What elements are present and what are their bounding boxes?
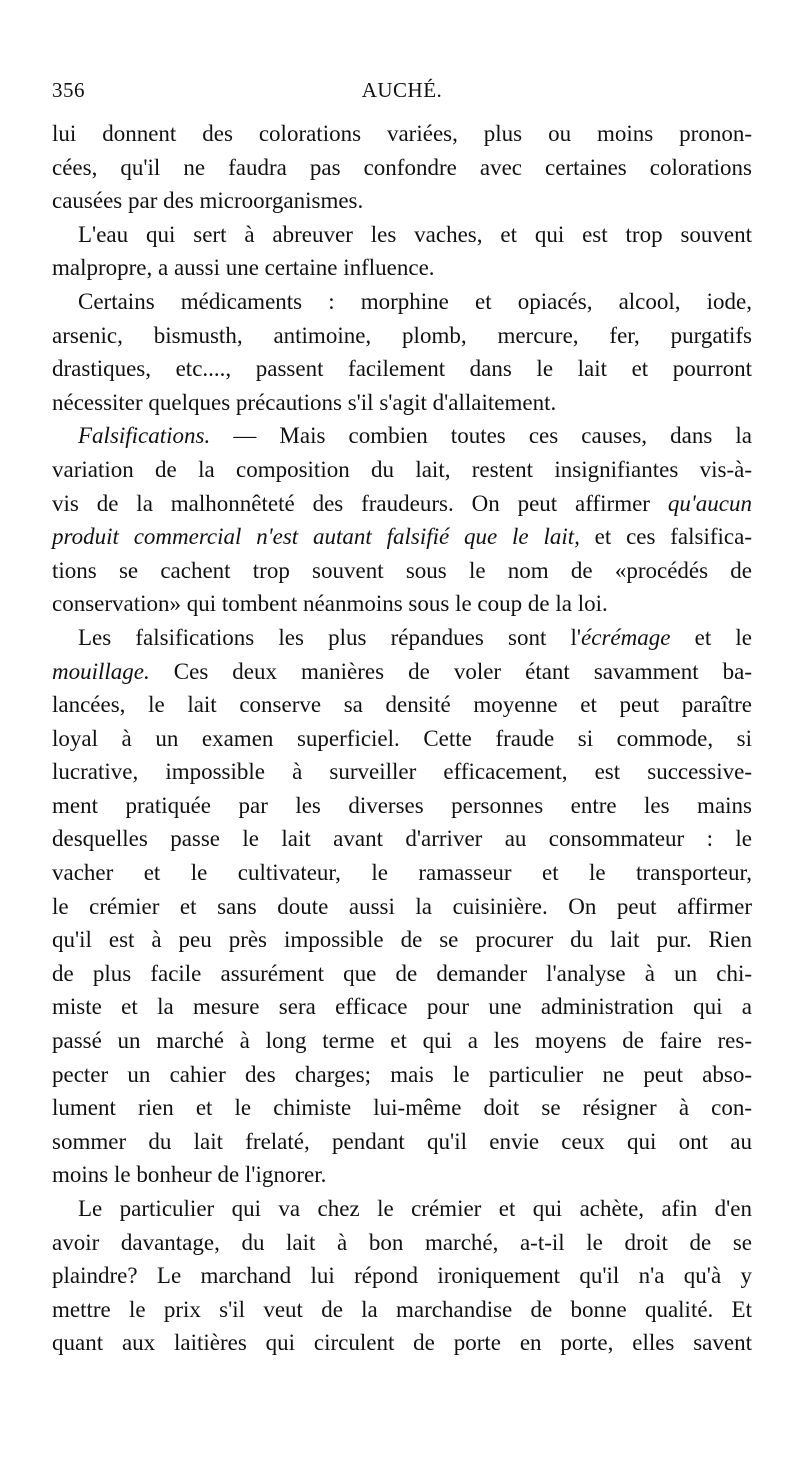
text-run: Ces deux manières de voler étant savamment ba- xyxy=(149,658,752,684)
text-run: — Mais combien toutes ces causes, dans la xyxy=(210,423,752,449)
text-run: lancées, le lait conserve sa densité moyenne et peut paraître xyxy=(52,692,752,718)
text-run: arsenic, bismusth, antimoine, plomb, mercure, fer, purgatifs xyxy=(52,322,752,348)
text-line xyxy=(52,1024,752,1058)
italic-text: mouillage. xyxy=(52,658,150,684)
text-run: variation de la composition du lait, restent insignifiantes vis-à- xyxy=(52,456,752,482)
body-text xyxy=(52,117,752,1360)
italic-text: produit commercial n'est autant falsifié que le lait, xyxy=(52,524,580,550)
text-run: tions se cachent trop souvent sous le nom de «procédés de xyxy=(52,557,752,583)
text-line xyxy=(52,184,752,218)
text-line xyxy=(52,789,752,823)
running-title: AUCHÉ. xyxy=(361,78,443,102)
page-header xyxy=(52,78,752,110)
text-line xyxy=(52,1226,752,1260)
page-number: 356 xyxy=(52,78,85,102)
text-line xyxy=(52,251,752,285)
text-run: Certains médicaments : morphine et opiacés, alcool, iode, xyxy=(78,288,752,314)
text-run: le crémier et sans doute aussi la cuisinière. On peut affirmer xyxy=(52,893,752,919)
text-run: cées, qu'il ne faudra pas confondre avec certaines colorations xyxy=(52,154,752,180)
text-line xyxy=(52,890,752,924)
text-line xyxy=(52,755,752,789)
text-run: drastiques, etc...., passent facilement dans le lait et pourront xyxy=(52,356,752,382)
text-line xyxy=(52,386,752,420)
text-line xyxy=(52,554,752,588)
text-run: miste et la mesure sera efficace pour une administration qui a xyxy=(52,994,752,1020)
text-line xyxy=(52,487,752,521)
text-run: quant aux laitières qui circulent de porte en porte, elles savent xyxy=(52,1330,752,1356)
text-run: Les falsifications les plus répandues sont l' xyxy=(78,624,582,650)
text-run: nécessiter quelques précautions s'il s'agit d'allaitement. xyxy=(52,389,557,415)
text-line xyxy=(52,587,752,621)
text-line xyxy=(52,957,752,991)
text-line xyxy=(52,1259,752,1293)
text-line xyxy=(52,856,752,890)
text-line xyxy=(52,117,752,151)
text-line xyxy=(52,453,752,487)
text-line xyxy=(52,621,752,655)
text-line xyxy=(52,1293,752,1327)
text-line xyxy=(52,419,752,453)
text-line xyxy=(52,722,752,756)
text-run: qu'il est à peu près impossible de se procurer du lait pur. Rien xyxy=(52,927,752,953)
text-line xyxy=(52,1091,752,1125)
text-run: moins le bonheur de l'ignorer. xyxy=(52,1162,327,1188)
text-line xyxy=(52,655,752,689)
text-line xyxy=(52,151,752,185)
text-line xyxy=(52,1192,752,1226)
text-run: vis de la malhonnêteté des fraudeurs. On peut affirmer xyxy=(52,490,668,516)
text-run: lument rien et le chimiste lui-même doit se résigner à con- xyxy=(52,1095,752,1121)
text-run: avoir davantage, du lait à bon marché, a-t-il le droit de se xyxy=(52,1229,752,1255)
text-run: lucrative, impossible à surveiller efficacement, est successive- xyxy=(52,759,752,785)
text-line xyxy=(52,1125,752,1159)
text-run: plaindre? Le marchand lui répond ironiquement qu'il n'a qu'à y xyxy=(52,1263,752,1289)
italic-text: Falsifications. xyxy=(78,423,211,449)
text-line xyxy=(52,1058,752,1092)
text-line xyxy=(52,285,752,319)
text-run: sommer du lait frelaté, pendant qu'il envie ceux qui ont au xyxy=(52,1128,752,1154)
text-run: passé un marché à long terme et qui a les moyens de faire res- xyxy=(52,1028,752,1054)
text-run: desquelles passe le lait avant d'arriver au consommateur : le xyxy=(52,826,752,852)
text-run: malpropre, a aussi une certaine influence. xyxy=(52,255,435,281)
text-line xyxy=(52,688,752,722)
text-line xyxy=(52,1158,752,1192)
text-line xyxy=(52,923,752,957)
text-run: lui donnent des colorations variées, plus ou moins pronon- xyxy=(52,121,752,146)
text-run: loyal à un examen superficiel. Cette fraude si commode, si xyxy=(52,725,752,751)
text-line xyxy=(52,319,752,353)
text-line xyxy=(52,520,752,554)
text-line xyxy=(52,822,752,856)
text-line xyxy=(52,352,752,386)
text-line xyxy=(52,990,752,1024)
text-run: et le xyxy=(670,624,752,650)
italic-text: qu'aucun xyxy=(667,490,752,516)
text-run: conservation» qui tombent néanmoins sous le coup de la loi. xyxy=(52,591,608,617)
text-run: mettre le prix s'il veut de la marchandise de bonne qualité. Et xyxy=(52,1296,752,1322)
text-line xyxy=(52,1326,752,1360)
italic-text: écrémage xyxy=(581,624,671,650)
text-run: L'eau qui sert à abreuver les vaches, et qui est trop souvent xyxy=(78,221,752,247)
text-run: pecter un cahier des charges; mais le particulier ne peut abso- xyxy=(52,1061,752,1087)
text-run: et ces falsifica- xyxy=(579,524,752,550)
text-run: causées par des microorganismes. xyxy=(52,188,364,214)
text-run: de plus facile assurément que de demander l'analyse à un chi- xyxy=(52,960,752,986)
text-line xyxy=(52,218,752,252)
text-run: vacher et le cultivateur, le ramasseur et le transporteur, xyxy=(52,860,752,886)
text-run: Le particulier qui va chez le crémier et qui achète, afin d'en xyxy=(78,1196,752,1221)
text-run: ment pratiquée par les diverses personnes entre les mains xyxy=(52,792,752,818)
